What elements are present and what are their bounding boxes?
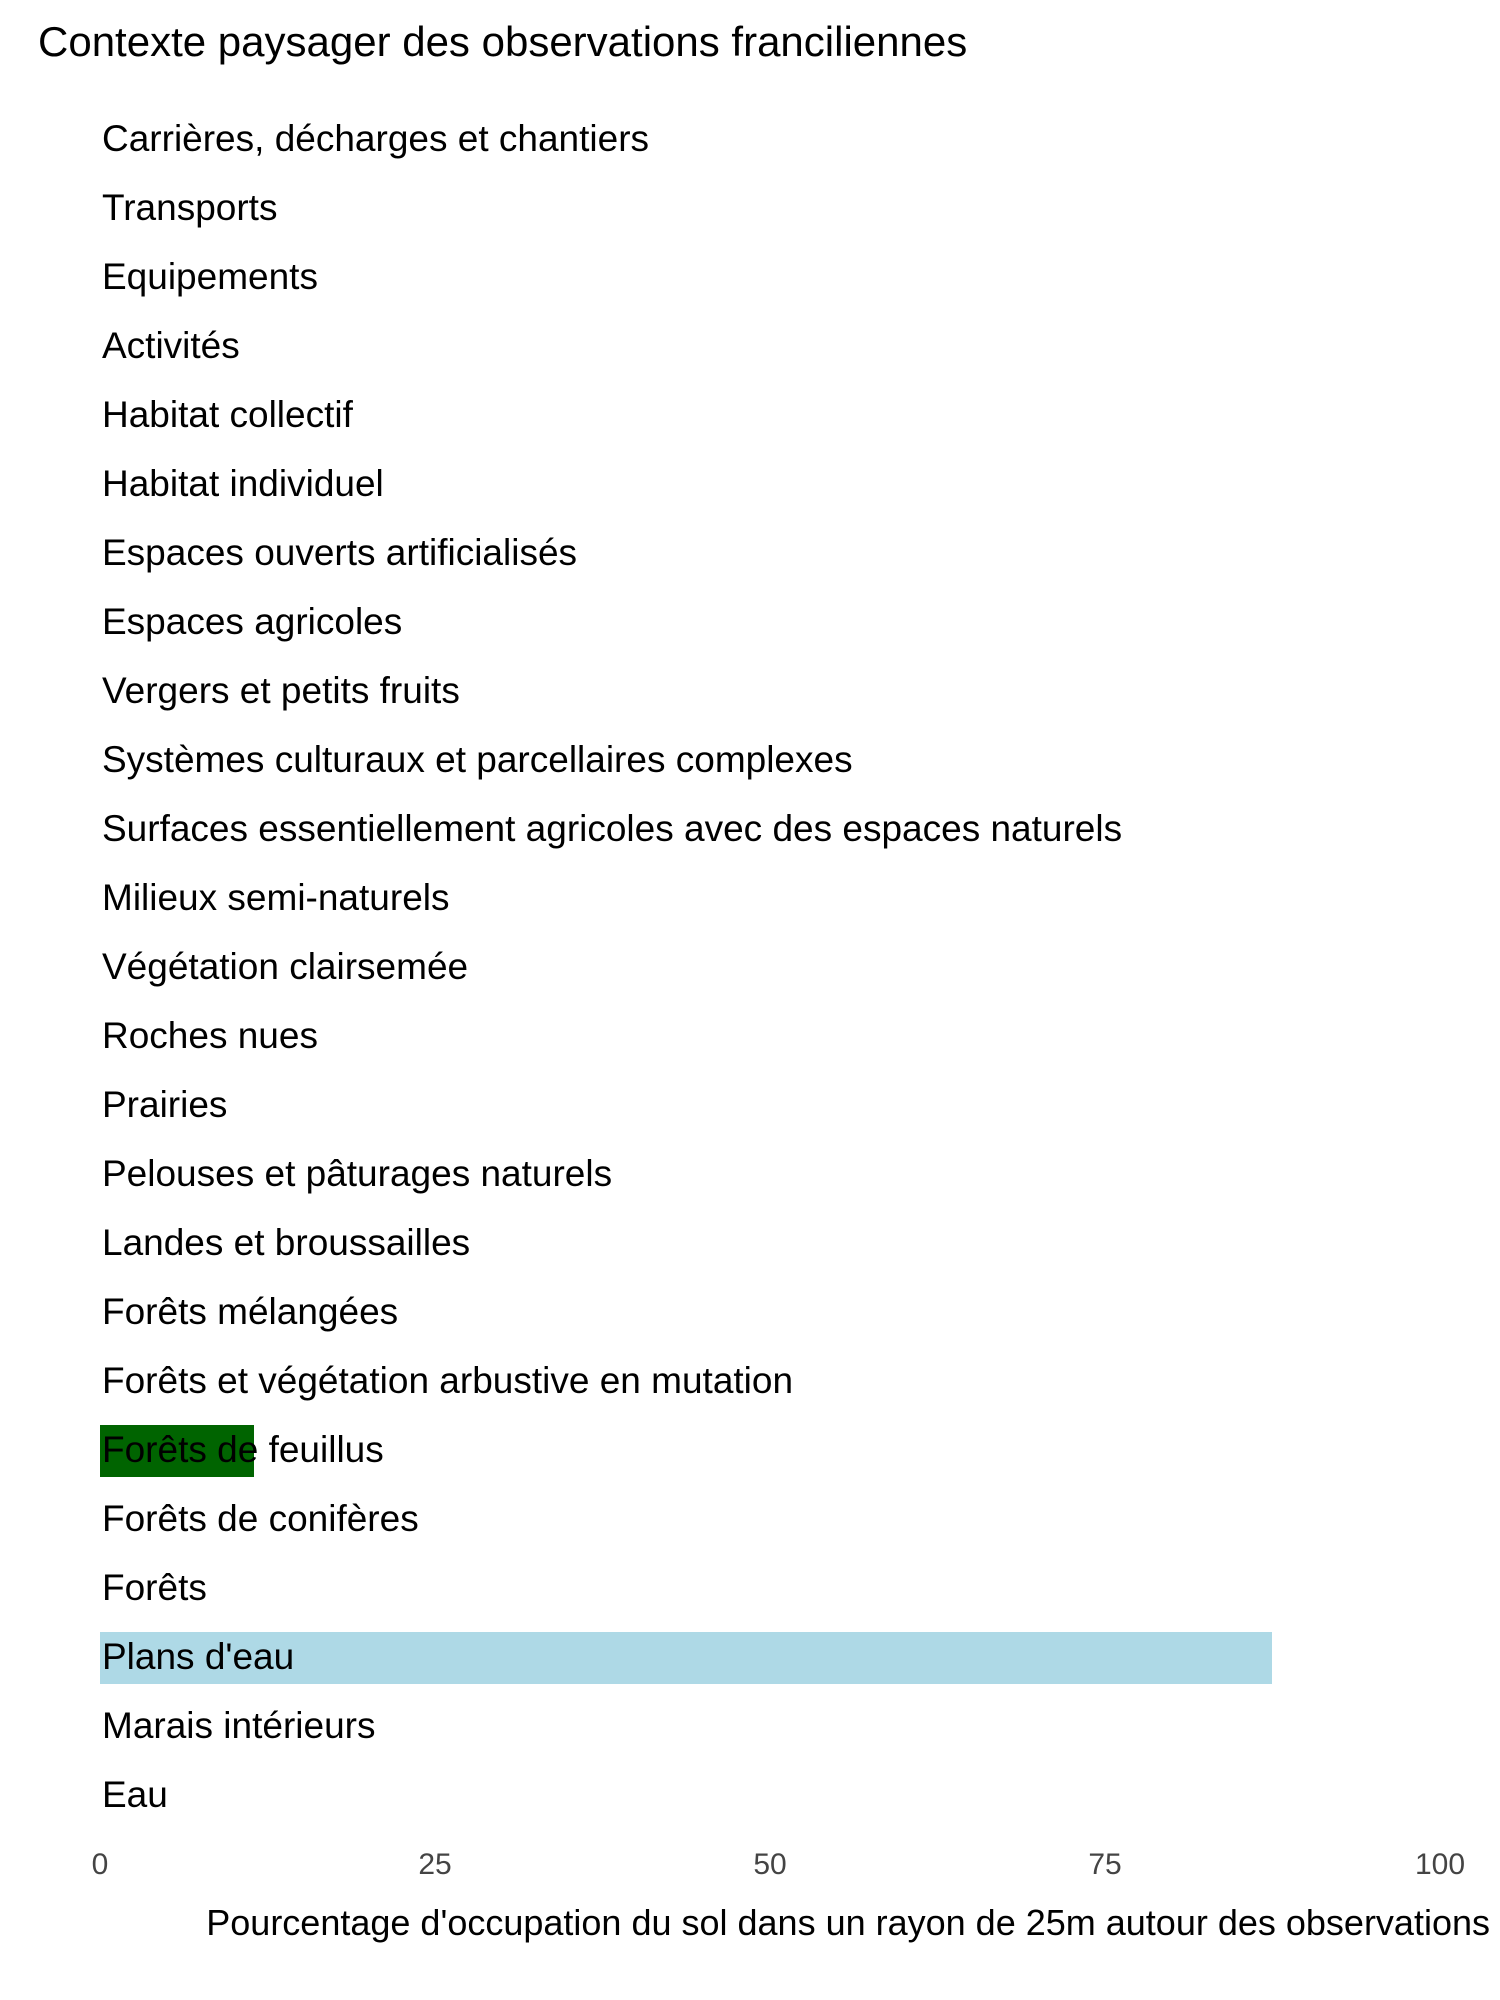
bar-row [100,315,1440,384]
bar-label: Transports [102,187,278,228]
bar-label: Pelouses et pâturages naturels [102,1153,613,1194]
bar-label: Vergers et petits fruits [102,670,460,711]
bar-label: Habitat collectif [102,394,353,435]
bar-row [100,1005,1440,1074]
bar-label: Forêts de feuillus [102,1429,384,1470]
bar-row [100,867,1440,936]
bar-row [100,729,1440,798]
bar-row [100,246,1440,315]
x-axis-tick: 100 [1414,1848,1466,1881]
bar-row [100,522,1440,591]
bar-row [100,384,1440,453]
bar-label: Landes et broussailles [102,1222,471,1263]
bar-row [100,1488,1440,1557]
bar-label: Carrières, décharges et chantiers [102,118,650,159]
bar-row [100,1557,1440,1626]
bar-label: Eau [102,1774,168,1815]
bar-label: Roches nues [102,1015,318,1056]
bar-label: Forêts et végétation arbustive en mutation [102,1360,794,1401]
bar-row [100,108,1440,177]
bar-label: Espaces ouverts artificialisés [102,532,578,573]
bar-label: Végétation clairsemée [102,946,469,987]
bar-row [100,1419,1440,1488]
bar-label: Equipements [102,256,318,297]
bar-label: Marais intérieurs [102,1705,376,1746]
bar-row [100,1212,1440,1281]
bar-row [100,1281,1440,1350]
bar-label: Forêts de conifères [102,1498,419,1539]
bar-label: Plans d'eau [102,1636,295,1677]
x-axis-tick: 50 [753,1848,787,1881]
bar-row [100,1764,1440,1833]
bar-row [100,453,1440,522]
bar-label: Habitat individuel [102,463,384,504]
x-axis-tick: 0 [91,1848,109,1881]
bar-label: Systèmes culturaux et parcellaires complexes [102,739,853,780]
x-axis [91,1848,1466,1898]
bar-row [100,591,1440,660]
chart-title: Contexte paysager des observations franciliennes [38,18,968,65]
bar-row [100,1350,1440,1419]
bar-label: Forêts [102,1567,207,1608]
bar-row [100,177,1440,246]
bar-label: Milieux semi-naturels [102,877,450,918]
bar-label: Surfaces essentiellement agricoles avec des espaces naturels [102,808,1123,849]
plot-area [100,108,1440,1846]
bar-row [100,1143,1440,1212]
bar-row [100,1074,1440,1143]
bar-row [100,798,1440,867]
bar-label: Prairies [102,1084,228,1125]
bar-label: Espaces agricoles [102,601,403,642]
bar-row [100,1695,1440,1764]
bar-row [100,1626,1440,1695]
bar-label: Activités [102,325,240,366]
bar-row [100,936,1440,1005]
bar-label: Forêts mélangées [102,1291,399,1332]
x-axis-label: Pourcentage d'occupation du sol dans un rayon de 25m autour des observations [206,1902,1490,1943]
x-axis-tick: 75 [1088,1848,1122,1881]
bar-row [100,660,1440,729]
x-axis-tick: 25 [418,1848,452,1881]
